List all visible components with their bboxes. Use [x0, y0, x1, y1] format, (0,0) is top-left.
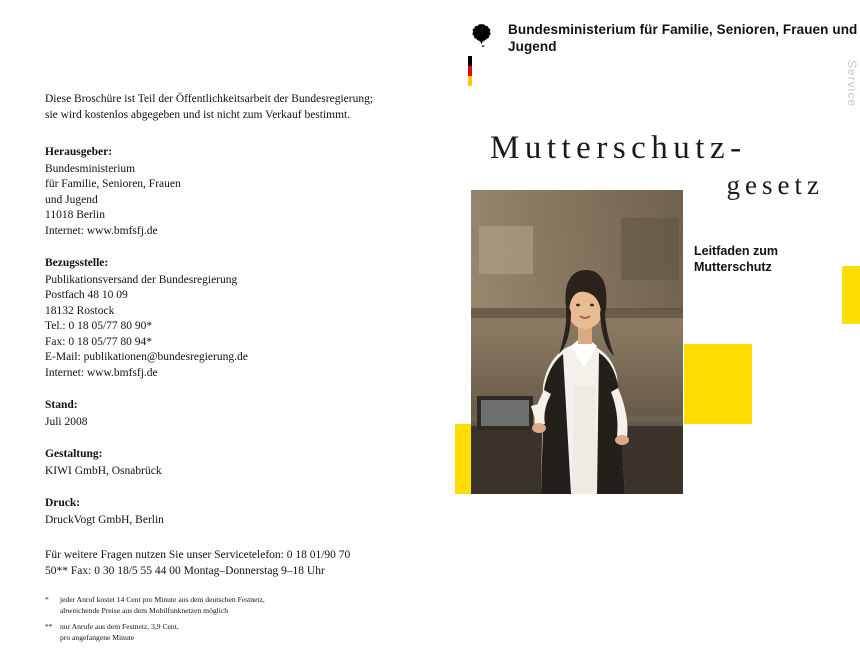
colophon-heading: Gestaltung: [45, 448, 103, 460]
federal-eagle-icon [468, 22, 498, 56]
colophon-block-date [45, 398, 375, 430]
yellow-accent-square [684, 344, 752, 424]
colophon-body: Publikationsversand der Bundesregierung Postfach 48 10 09 18132 Rostock Tel.: 0 18 05/77 80 90* Fax: 0 18 05/77 80 94* E-Mail: publikationen@bundesregierung.de Internet: www.bmfsfj.de [45, 273, 248, 379]
colophon-body: Juli 2008 [45, 415, 88, 428]
flag-stripe-black [468, 56, 472, 66]
yellow-accent-edge [842, 266, 860, 324]
flag-stripe-red [468, 66, 472, 76]
colophon-intro: Diese Broschüre ist Teil der Öffentlichkeitsarbeit der Bundesregierung; sie wird kostenlos abgegeben und ist nicht zum Verkauf bestimmt. [45, 93, 374, 121]
colophon-heading: Herausgeber: [45, 146, 113, 158]
footnote-marker: * [45, 595, 49, 604]
flag-stripe-gold [468, 76, 472, 86]
ministry-logo [468, 22, 860, 56]
cover-photo [471, 190, 683, 494]
colophon-body: DruckVogt GmbH, Berlin [45, 513, 164, 526]
cover-title-line1: Mutterschutz- [490, 130, 747, 166]
footnote-item [45, 595, 375, 616]
cover-title-line2: gesetz [726, 170, 824, 200]
footnote-item [45, 622, 375, 643]
colophon-questions: Für weitere Fragen nutzen Sie unser Servicetelefon: 0 18 01/90 70 50** Fax: 0 30 18/5 55 44 00 Montag–Donnerstag 9–18 Uhr [45, 549, 351, 577]
colophon-body: Bundesministerium für Familie, Senioren, Frauen und Jugend 11018 Berlin Internet: www.bmfsfj.de [45, 162, 181, 237]
colophon-body: KIWI GmbH, Osnabrück [45, 464, 162, 477]
colophon-heading: Bezugsstelle: [45, 257, 109, 269]
german-flag-bar [468, 56, 472, 86]
colophon-footnotes [45, 595, 375, 643]
ministry-name: Bundesministerium für Familie, Senioren, Frauen und Jugend [508, 22, 858, 54]
colophon-column [45, 92, 375, 649]
service-tab-label: Service [845, 60, 859, 108]
footnote-text: nur Anrufe aus dem Festnetz, 3,9 Cent, pro angefangene Minute [60, 622, 179, 642]
cover-subtitle: Leitfaden zum Mutterschutz [694, 244, 779, 274]
footnote-text: jeder Anruf kostet 14 Cent pro Minute aus dem deutschen Festnetz, abweichende Preise aus dem Mobilfunknetzen möglich [60, 595, 265, 615]
colophon-block-publisher [45, 145, 375, 239]
colophon-block-print [45, 496, 375, 528]
cover-title [490, 130, 850, 200]
colophon-block-design [45, 447, 375, 479]
footnote-marker: ** [45, 622, 53, 631]
colophon-heading: Stand: [45, 399, 78, 411]
colophon-block-orders [45, 256, 375, 381]
colophon-heading: Druck: [45, 497, 81, 509]
